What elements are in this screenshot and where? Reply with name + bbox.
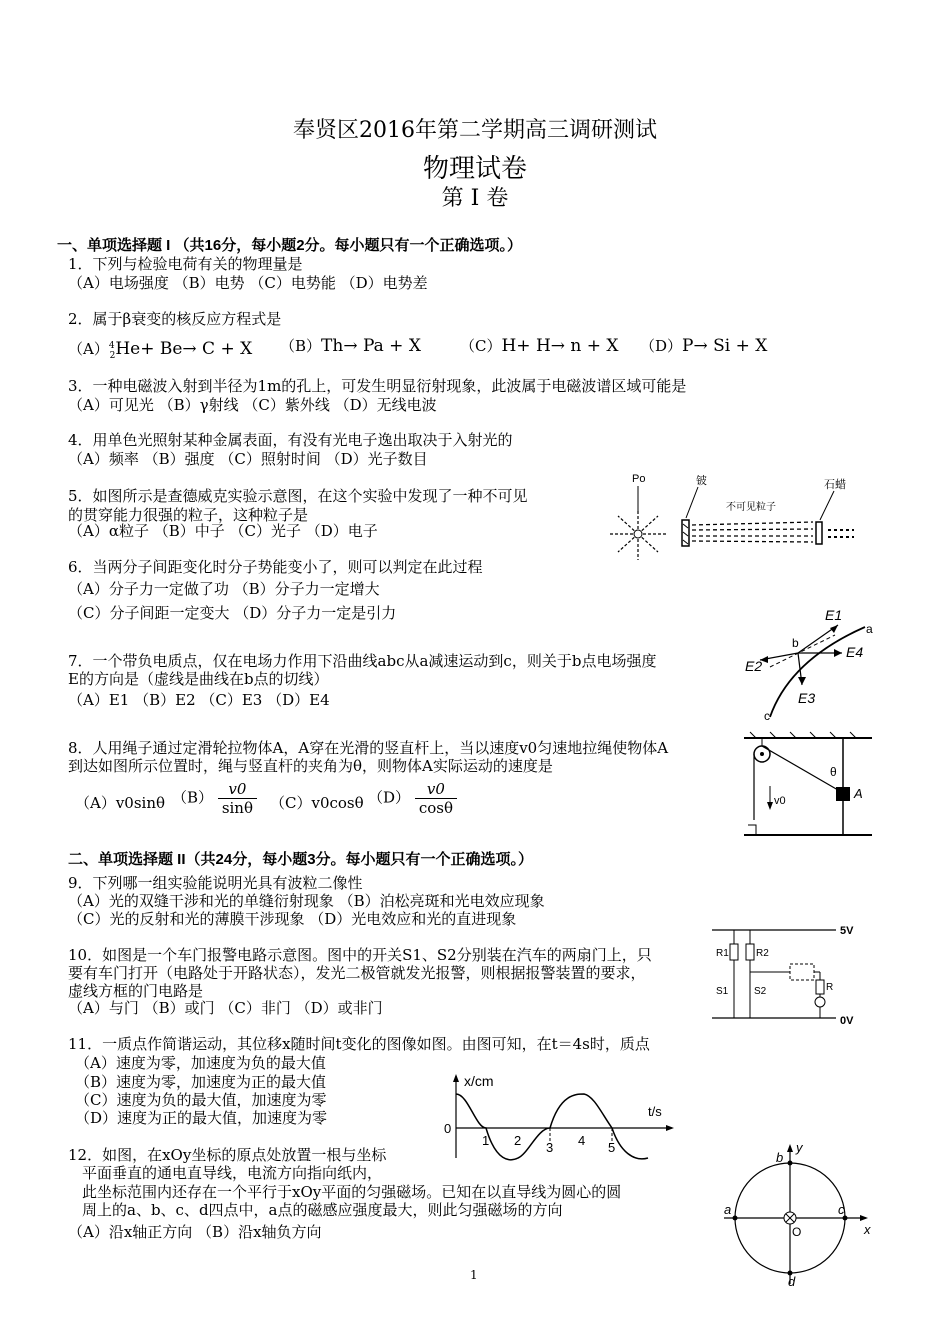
fig8-v0-label: v0 bbox=[774, 795, 786, 807]
fig12-b-label: b bbox=[776, 1150, 784, 1165]
q1-options: （A）电场强度 （B）电势 （C）电势能 （D）电势差 bbox=[68, 274, 428, 292]
q8-option-c: （C）v0cosθ bbox=[270, 794, 364, 812]
q11-option-c: （C）速度为负的最大值，加速度为零 bbox=[75, 1091, 327, 1109]
paper-subtitle: 物理试卷 bbox=[422, 154, 527, 184]
q8-stem-line1: 8．人用绳子通过定滑轮拉物体A，A穿在光滑的竖直杆上，当以速度v0匀速地拉绳使物体A bbox=[68, 739, 669, 757]
q10-stem-line1: 10．如图是一个车门报警电路示意图。图中的开关S1、S2分别装在汽车的两扇门上，只 bbox=[68, 946, 652, 964]
fig11-tick-3: 3 bbox=[546, 1140, 554, 1155]
q2-a-label: （A） bbox=[68, 340, 109, 358]
q2-d-eq: P→ Si + X bbox=[682, 336, 768, 356]
q2-c-label: （C） bbox=[460, 337, 502, 355]
q9-options-row2: （C）光的反射和光的薄膜干涉现象 （D）光电效应和光的直进现象 bbox=[68, 910, 517, 928]
q2-b-label: （B） bbox=[280, 337, 322, 355]
fig12-a-label: a bbox=[724, 1202, 732, 1217]
fig5-be-label: 铍 bbox=[696, 475, 707, 487]
fig12-c-label: c bbox=[838, 1202, 845, 1217]
hand-icon bbox=[748, 825, 756, 834]
q8-stem-line2: 到达如图所示位置时，绳与竖直杆的夹角为θ，则物体A实际运动的速度是 bbox=[68, 757, 553, 775]
fig12-o-label: O bbox=[792, 1225, 802, 1239]
q2-option-c bbox=[460, 337, 619, 355]
section-2-heading: 二、单项选择题 II（共24分，每小题3分。每小题只有一个正确选项。） bbox=[68, 851, 534, 868]
q5-stem-line2: 的贯穿能力很强的粒子，这种粒子是 bbox=[68, 506, 309, 524]
resistor-r2 bbox=[746, 944, 754, 960]
fig7-e2-label: E2 bbox=[745, 658, 763, 674]
fig11-tick-5: 5 bbox=[608, 1140, 616, 1155]
fig11-tick-4: 4 bbox=[578, 1133, 586, 1148]
q8-b-label: （B） bbox=[172, 788, 214, 807]
q6-options-row2: （C）分子间距一定变大 （D）分子力一定是引力 bbox=[68, 604, 397, 622]
fig11-ylabel: x/cm bbox=[464, 1073, 494, 1089]
fig11-origin: 0 bbox=[444, 1121, 452, 1136]
resistor-r1 bbox=[730, 944, 738, 960]
q4-options: （A）频率 （B）强度 （C）照射时间 （D）光子数目 bbox=[68, 450, 428, 468]
fig10-r2-label: R2 bbox=[756, 948, 769, 959]
neutron-beam bbox=[692, 522, 813, 542]
q7-stem-line2: E的方向是（虚线是曲线在b点的切线） bbox=[68, 670, 329, 688]
q12-stem-line1: 12．如图，在xOy坐标的原点处放置一根与坐标 bbox=[68, 1146, 387, 1164]
led-icon bbox=[815, 997, 825, 1007]
fig7-e4-label: E4 bbox=[846, 644, 864, 660]
fig7-e1-label: E1 bbox=[825, 607, 843, 623]
q12-options: （A）沿x轴正方向 （B）沿x轴负方向 bbox=[68, 1223, 322, 1241]
fig12-d-label: d bbox=[788, 1274, 796, 1288]
q7-options: （A）E1 （B）E2 （C）E3 （D）E4 bbox=[68, 691, 330, 709]
fig7-c-label: c bbox=[764, 709, 770, 723]
fig5-paraffin-label: 石蜡 bbox=[824, 479, 846, 491]
q5-stem-line1: 5．如图所示是查德威克实验示意图，在这个实验中发现了一种不可见 bbox=[68, 487, 528, 505]
q2-option-d bbox=[640, 337, 767, 355]
page-number: 1 bbox=[470, 1268, 478, 1282]
q8-option-a: （A）v0sinθ bbox=[75, 794, 166, 812]
fig10-s2-label: S2 bbox=[754, 986, 767, 997]
q2-c-eq: H+ H→ n + X bbox=[501, 336, 619, 356]
q8-d-label: （D） bbox=[368, 788, 411, 807]
chadwick-experiment-figure bbox=[598, 470, 868, 580]
q8-d-denominator: cosθ bbox=[418, 799, 453, 817]
q12-stem-line4: 周上的a、b、c、d四点中，a点的磁感应强度最大，则此匀强磁场的方向 bbox=[82, 1201, 563, 1219]
q7-stem-line1: 7．一个带负电质点，仅在电场力作用下沿曲线abc从a减速运动到c，则关于b点电场强度 bbox=[68, 652, 657, 670]
rope-line bbox=[762, 746, 838, 790]
q5-options: （A）α粒子 （B）中子 （C）光子 （D）电子 bbox=[68, 522, 378, 540]
fig8-a-label: A bbox=[854, 786, 863, 801]
q3-stem: 3．一种电磁波入射到半径为1m的孔上，可发生明显衍射现象，此波属于电磁波谱区域可能是 bbox=[68, 377, 687, 395]
electric-field-curve-figure bbox=[740, 605, 880, 723]
q11-option-b: （B）速度为零，加速度为正的最大值 bbox=[75, 1073, 327, 1091]
q3-options: （A）可见光 （B）γ射线 （C）紫外线 （D）无线电波 bbox=[68, 396, 437, 414]
tangent-line bbox=[770, 635, 835, 667]
q11-option-a: （A）速度为零，加速度为负的最大值 bbox=[75, 1054, 326, 1072]
q6-stem: 6．当两分子间距变化时分子势能变小了，则可以判定在此过程 bbox=[68, 558, 483, 576]
paraffin-block bbox=[816, 522, 822, 544]
fig5-invisible-label: 不可见粒子 bbox=[726, 502, 776, 513]
fig7-b-label: b bbox=[792, 636, 799, 650]
fig11-tick-1: 1 bbox=[482, 1133, 490, 1148]
fig10-0v-label: 0V bbox=[840, 1015, 854, 1027]
q11-option-d: （D）速度为正的最大值，加速度为零 bbox=[75, 1109, 328, 1127]
fig5-po-label: Po bbox=[632, 473, 646, 485]
door-alarm-circuit-figure bbox=[706, 922, 866, 1030]
trajectory-curve bbox=[770, 627, 865, 717]
resistor-r bbox=[816, 980, 824, 994]
exam-title: 奉贤区2016年第二学期高三调研测试 bbox=[293, 118, 657, 143]
fig10-5v-label: 5V bbox=[840, 925, 854, 937]
fig12-x-label: x bbox=[864, 1222, 871, 1237]
q9-options-row1: （A）光的双缝干涉和光的单缝衍射现象 （B）泊松亮斑和光电效应现象 bbox=[68, 892, 545, 910]
q8-b-numerator: v0 bbox=[218, 780, 257, 799]
fig8-theta-label: θ bbox=[830, 765, 837, 779]
fig11-xlabel: t/s bbox=[648, 1104, 662, 1119]
fig10-r1-label: R1 bbox=[716, 948, 729, 959]
q4-stem: 4．用单色光照射某种金属表面，有没有光电子逸出取决于入射光的 bbox=[68, 431, 513, 449]
logic-gate-box bbox=[790, 964, 814, 980]
q8-d-numerator: v0 bbox=[415, 780, 457, 799]
q2-a-eq: He+ Be→ C + X bbox=[115, 339, 253, 359]
part-label: 第 I 卷 bbox=[441, 186, 509, 211]
fig10-s1-label: S1 bbox=[716, 986, 729, 997]
fig10-r-label: R bbox=[826, 982, 834, 993]
q8-option-b bbox=[172, 780, 257, 817]
q10-stem-line2: 要有车门打开（电路处于开路状态），发光二极管就发光报警，则根据报警装置的要求， bbox=[68, 964, 646, 982]
q2-stem: 2．属于β衰变的核反应方程式是 bbox=[68, 310, 282, 328]
q9-stem: 9．下列哪一组实验能说明光具有波粒二像性 bbox=[68, 874, 363, 892]
q12-stem-line3: 此坐标范围内还存在一个平行于xOy平面的匀强磁场。已知在以直导线为圆心的圆 bbox=[82, 1183, 622, 1201]
pulley-rod-figure bbox=[740, 730, 878, 840]
magnetic-field-circle-figure bbox=[718, 1140, 878, 1288]
block-a bbox=[836, 787, 850, 801]
q6-options-row1: （A）分子力一定做了功 （B）分子力一定增大 bbox=[68, 580, 380, 598]
q2-b-eq: Th→ Pa + X bbox=[321, 336, 421, 356]
q12-stem-line2: 平面垂直的通电直导线，电流方向指向纸内， bbox=[82, 1164, 383, 1182]
fig12-y-label: y bbox=[796, 1140, 803, 1155]
section-1-heading: 一、单项选择题 I （共16分，每小题2分。每小题只有一个正确选项。） bbox=[57, 237, 523, 254]
displacement-time-graph bbox=[438, 1070, 678, 1162]
q1-stem: 1．下列与检验电荷有关的物理量是 bbox=[68, 255, 303, 273]
q2-option-a: $(A)^4_2He+ Be\to C + X$ bbox=[68, 339, 253, 361]
q11-stem: 11．一质点作简谐运动，其位移x随时间t变化的图像如图。由图可知，在t＝4s时，质点 bbox=[68, 1035, 650, 1053]
fig7-a-label: a bbox=[866, 622, 873, 636]
q8-b-denominator: sinθ bbox=[221, 799, 253, 817]
q2-option-b bbox=[280, 337, 421, 355]
q8-option-d bbox=[368, 780, 457, 817]
fig11-tick-2: 2 bbox=[514, 1133, 522, 1148]
q10-stem-line3: 虚线方框的门电路是 bbox=[68, 982, 204, 1000]
q2-d-label: （D） bbox=[640, 337, 683, 355]
q10-options: （A）与门 （B）或门 （C）非门 （D）或非门 bbox=[68, 999, 383, 1017]
fig7-e3-label: E3 bbox=[798, 690, 816, 706]
